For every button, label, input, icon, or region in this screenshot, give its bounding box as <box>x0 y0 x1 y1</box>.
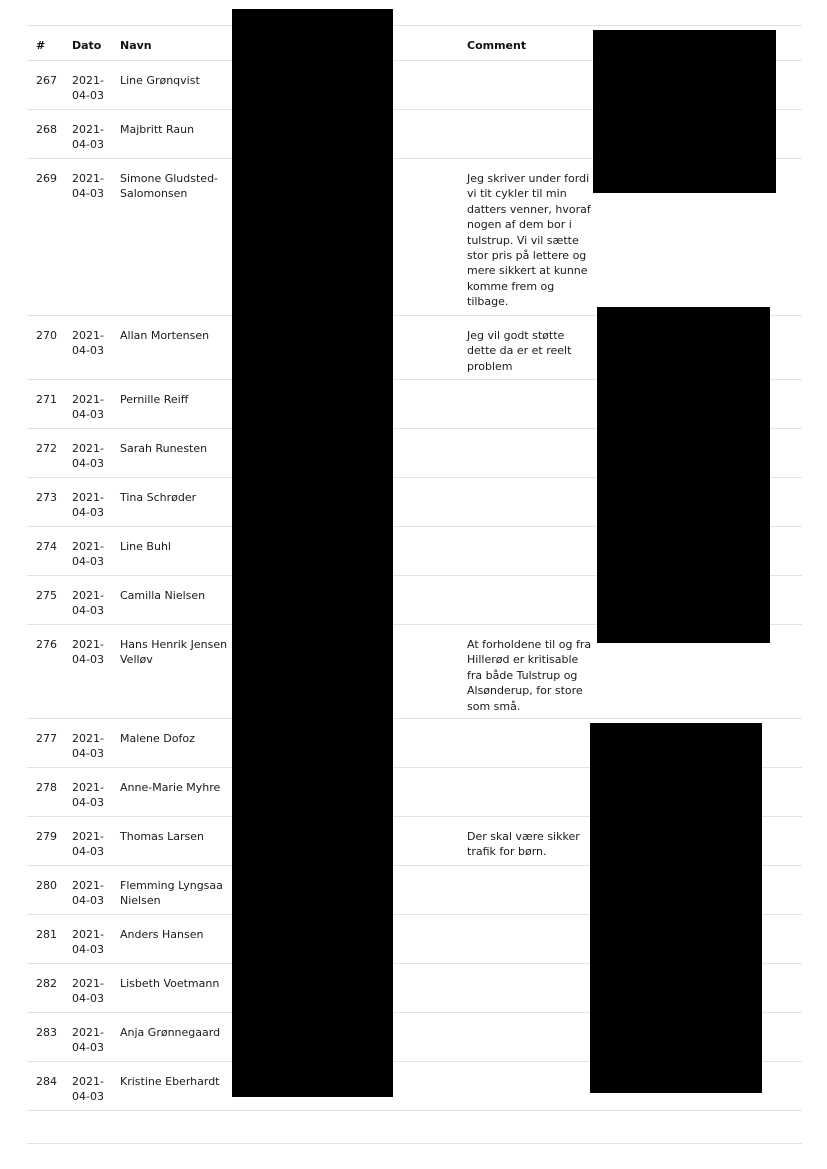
row-name: Line Grønqvist <box>120 74 200 87</box>
table-top-border <box>27 25 802 26</box>
row-date: 2021- 04-03 <box>72 732 104 761</box>
row-number: 282 <box>36 977 57 990</box>
row-number: 283 <box>36 1026 57 1039</box>
row-number: 276 <box>36 638 57 651</box>
redaction-block-right-1 <box>593 30 776 193</box>
row-name: Sarah Runesten <box>120 442 208 455</box>
row-number: 278 <box>36 781 57 794</box>
row-number: 271 <box>36 393 57 406</box>
row-number: 277 <box>36 732 57 745</box>
row-date: 2021- 04-03 <box>72 540 104 569</box>
row-name: Hans Henrik Jensen Velløv <box>120 638 228 667</box>
row-number: 281 <box>36 928 57 941</box>
row-name: Majbritt Raun <box>120 123 195 136</box>
row-number: 275 <box>36 589 57 602</box>
row-date: 2021- 04-03 <box>72 879 104 908</box>
row-name: Camilla Nielsen <box>120 589 206 602</box>
row-name: Pernille Reiff <box>120 393 189 406</box>
row-date: 2021- 04-03 <box>72 638 104 667</box>
row-date: 2021- 04-03 <box>72 830 104 859</box>
page-bottom-rule <box>27 1143 802 1144</box>
row-number: 272 <box>36 442 57 455</box>
row-name: Anders Hansen <box>120 928 204 941</box>
row-date: 2021- 04-03 <box>72 928 104 957</box>
row-date: 2021- 04-03 <box>72 393 104 422</box>
row-name: Line Buhl <box>120 540 171 553</box>
row-date: 2021- 04-03 <box>72 123 104 152</box>
row-number: 284 <box>36 1075 57 1088</box>
row-date: 2021- 04-03 <box>72 491 104 520</box>
redaction-block-right-2 <box>597 307 770 643</box>
row-name: Anne-Marie Myhre <box>120 781 221 794</box>
row-divider <box>27 1110 802 1111</box>
redaction-block-right-3 <box>590 723 762 1093</box>
row-number: 268 <box>36 123 57 136</box>
row-comment: Jeg vil godt støtte dette da er et reelt problem <box>467 329 572 373</box>
row-number: 270 <box>36 329 57 342</box>
row-date: 2021- 04-03 <box>72 329 104 358</box>
row-name: Kristine Eberhardt <box>120 1075 220 1088</box>
redaction-block-address-column <box>232 9 393 1097</box>
row-name: Flemming Lyngsaa Nielsen <box>120 879 223 908</box>
row-name: Simone Gludsted- Salomonsen <box>120 172 219 201</box>
row-comment: Der skal være sikker trafik for børn. <box>467 830 580 859</box>
row-date: 2021- 04-03 <box>72 1075 104 1104</box>
row-name: Malene Dofoz <box>120 732 195 745</box>
row-number: 274 <box>36 540 57 553</box>
row-date: 2021- 04-03 <box>72 1026 104 1055</box>
row-date: 2021- 04-03 <box>72 589 104 618</box>
row-name: Allan Mortensen <box>120 329 210 342</box>
row-comment: At forholdene til og fra Hillerød er kritisable fra både Tulstrup og Alsønderup, for store som små. <box>467 638 592 713</box>
row-name: Tina Schrøder <box>120 491 197 504</box>
row-number: 273 <box>36 491 57 504</box>
header-comment: Comment <box>467 39 527 52</box>
row-date: 2021- 04-03 <box>72 442 104 471</box>
row-name: Thomas Larsen <box>120 830 204 843</box>
header-num: # <box>36 39 46 52</box>
row-number: 279 <box>36 830 57 843</box>
header-name: Navn <box>120 39 152 52</box>
header-date: Dato <box>72 39 102 52</box>
row-number: 267 <box>36 74 57 87</box>
row-number: 280 <box>36 879 57 892</box>
row-comment: Jeg skriver under fordi vi tit cykler til min datters venner, hvoraf nogen af dem bor i tulstrup. Vi vil sætte stor pris på lettere og mere sikkert at kunne komme frem og tilbage. <box>467 172 591 309</box>
row-name: Lisbeth Voetmann <box>120 977 220 990</box>
row-name: Anja Grønnegaard <box>120 1026 221 1039</box>
row-date: 2021- 04-03 <box>72 172 104 201</box>
row-date: 2021- 04-03 <box>72 781 104 810</box>
row-date: 2021- 04-03 <box>72 977 104 1006</box>
row-date: 2021- 04-03 <box>72 74 104 103</box>
row-number: 269 <box>36 172 57 185</box>
